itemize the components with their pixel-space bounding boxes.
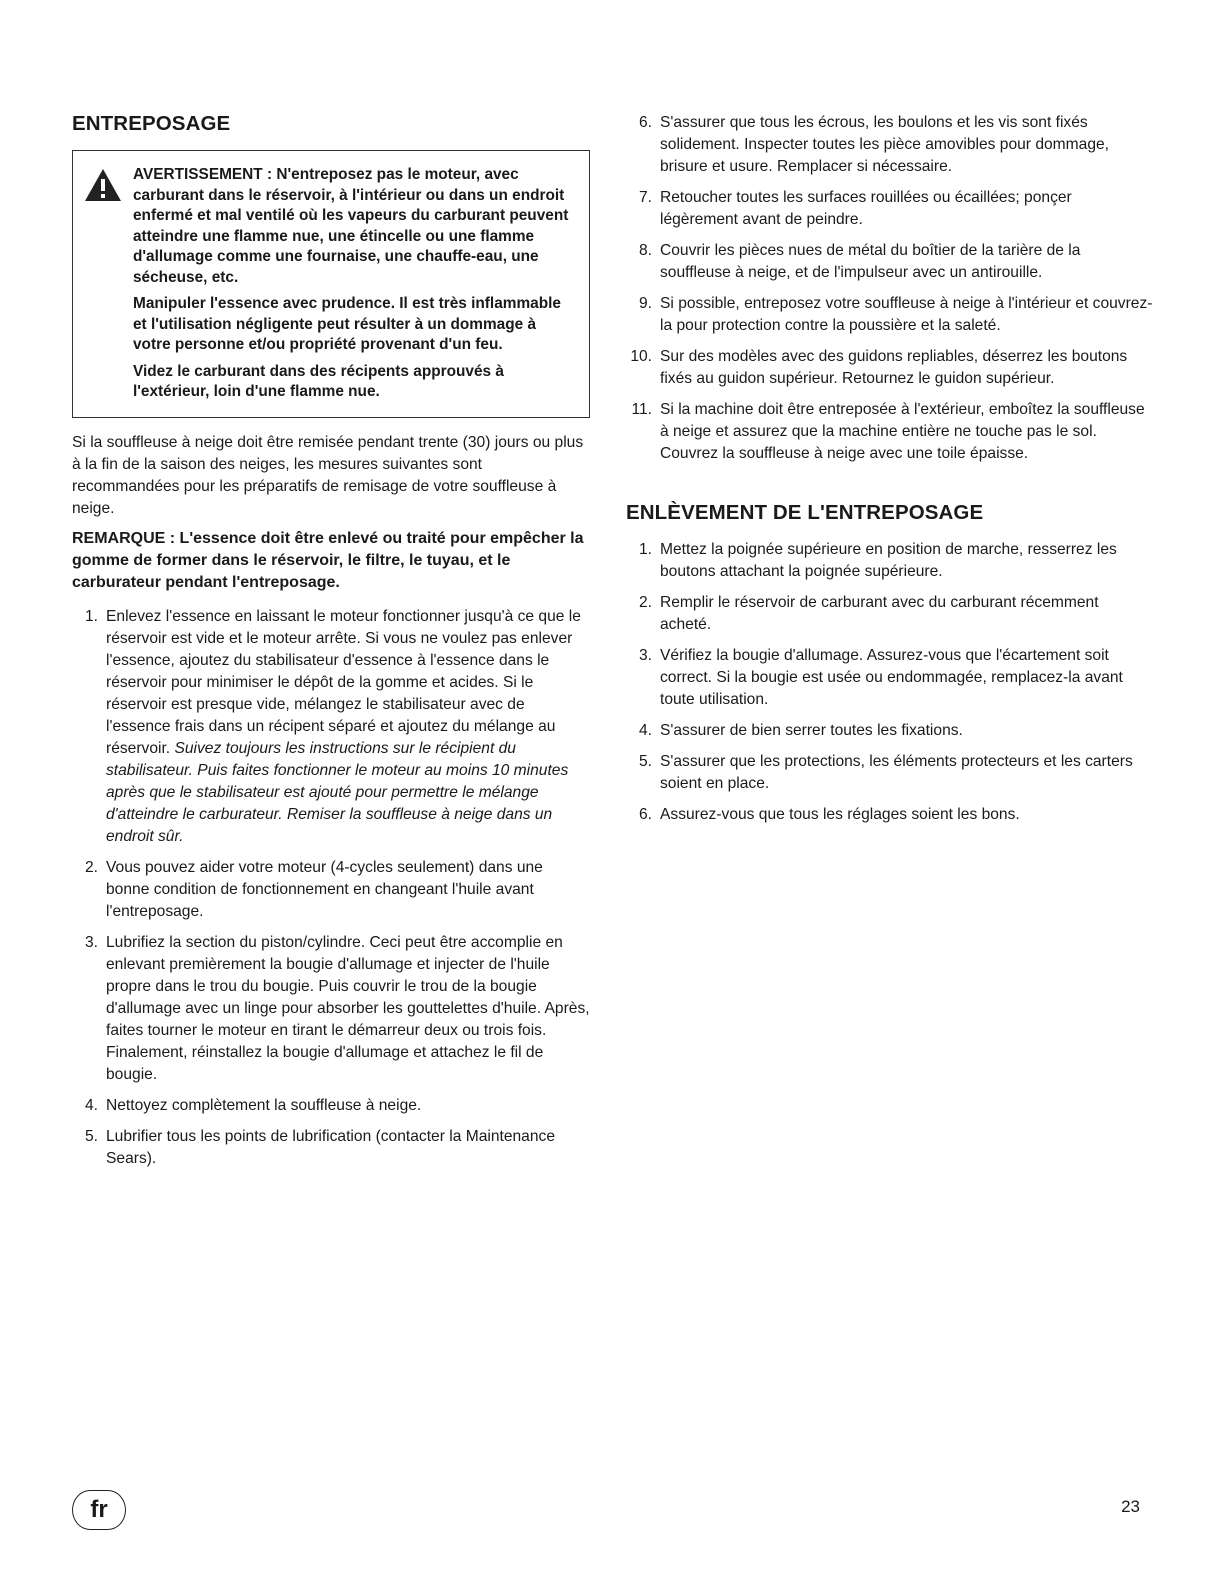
storage-note: REMARQUE : L'essence doit être enlevé ou traité pour empêcher la gomme de former dans le réservoir, le filtre, le tuyau, et le carburateur pendant l'entreposage. (72, 529, 584, 591)
storage-intro: Si la souffleuse à neige doit être remisée pendant trente (30) jours ou plus à la fin de la saison des neiges, les mesures suivantes sont recommandées pour les préparatifs de remisage de votre souffleuse à neige. (72, 433, 584, 517)
section-heading-enlevement: ENLÈVEMENT DE L'ENTREPOSAGE (626, 501, 984, 524)
section-heading-entreposage: ENTREPOSAGE (72, 112, 231, 135)
warning-triangle-icon (83, 167, 123, 203)
list-item: 6. S'assurer que tous les écrous, les boulons et les vis sont fixés solidement. Inspecter toutes les pièce amovibles pour dommage, brisure et usure. Remplacer si nécessaire. (638, 114, 1109, 175)
warning-paragraph-3: Videz le carburant dans des récipents approuvés à l'extérieur, loin d'une flamme nue. (133, 362, 504, 400)
warning-box (72, 150, 590, 418)
list-item: 3. Vérifiez la bougie d'allumage. Assurez-vous que l'écartement soit correct. Si la bougie est usée ou endommagée, remplacez-la avant toute utilisation. (638, 647, 1123, 708)
list-item: 4. Nettoyez complètement la souffleuse à neige. (84, 1096, 422, 1114)
right-column (626, 112, 1154, 835)
list-item: 2. Remplir le réservoir de carburant avec du carburant récemment acheté. (638, 594, 1099, 633)
list-item: 11. Si la machine doit être entreposée à l'extérieur, emboîtez la souffleuse à neige et assurez que la machine entière ne touche pas le sol. Couvrez la souffleuse à neige avec une toile épaisse. (631, 401, 1145, 462)
list-item: 4. S'assurer de bien serrer toutes les fixations. (638, 722, 963, 739)
list-item: 6. Assurez-vous que tous les réglages soient les bons. (638, 806, 1020, 823)
warning-text (133, 165, 573, 403)
removal-steps-list (626, 539, 1154, 826)
list-item: 7. Retoucher toutes les surfaces rouillées ou écaillées; ponçer légèrement avant de peindre. (638, 189, 1072, 228)
left-column (72, 112, 590, 1179)
list-item: 3. Lubrifiez la section du piston/cylindre. Ceci peut être accomplie en enlevant premièrement la bougie d'allumage et injecter de l'huile propre dans le trou du bougie. Puis couvrir le trou de la bougie d'allumage avec un linge pour absorber les gouttelettes d'huile. Après, faites tourner le moteur en tirant le démarreur deux ou trois fois. Finalement, réinstallez la bougie d'allumage et attachez le fil de bougie. (84, 933, 590, 1083)
page-number: 23 (1121, 1497, 1140, 1516)
list-item: 9. Si possible, entreposez votre souffleuse à neige à l'intérieur et couvrez-la pour protection contre la poussière et la saleté. (638, 295, 1153, 334)
list-item: 8. Couvrir les pièces nues de métal du boîtier de la tarière de la souffleuse à neige, et de l'impulseur avec un antirouille. (638, 242, 1081, 281)
list-item: 5. Lubrifier tous les points de lubrification (contacter la Maintenance Sears). (84, 1127, 555, 1167)
list-item: 5. S'assurer que les protections, les éléments protecteurs et les carters soient en place. (638, 753, 1133, 792)
warning-paragraph-1: AVERTISSEMENT : N'entreposez pas le moteur, avec carburant dans le réservoir, à l'intérieur ou dans un endroit enfermé et mal ventilé où les vapeurs du carburant peuvent atteindre une flamme nue, une étincelle ou une flamme d'allumage comme une fournaise, une chauffe-eau, une sécheuse, etc. (133, 166, 569, 286)
language-badge: fr (72, 1490, 126, 1530)
list-item: 10. Sur des modèles avec des guidons repliables, déserrez les boutons fixés au guidon supérieur. Retournez le guidon supérieur. (630, 348, 1128, 387)
list-item: 1. Enlevez l'essence en laissant le moteur fonctionner jusqu'à ce que le réservoir est vide et le moteur arrête. Si vous ne voulez pas enlever l'essence, ajoutez du stabilisateur d'essence à l'essence dans le réservoir pour minimiser le dépôt de la gomme et acides. Si le réservoir est presque vide, mélangez le stabilisateur avec de l'essence frais dans un récipent séparé et ajoutez du mélange au réservoir. Suivez toujours les instructions sur le récipient du stabilisateur. Puis faites fonctionner le moteur au moins 10 minutes après que le stabilisateur est ajouté pour permettre le mélange d'atteindre le carburateur. Remiser la souffleuse à neige dans un endroit sûr. (84, 607, 581, 845)
warning-paragraph-2: Manipuler l'essence avec prudence. Il est très inflammable et l'utilisation négligente peut résulter à un dommage à votre personne et/ou propriété provenant d'un feu. (133, 295, 561, 353)
storage-steps-list (72, 606, 590, 1170)
storage-steps-list-continued (626, 112, 1154, 465)
list-item: 2. Vous pouvez aider votre moteur (4-cycles seulement) dans une bonne condition de fonctionnement en changeant l'huile avant l'entreposage. (84, 858, 543, 920)
list-item: 1. Mettez la poignée supérieure en position de marche, resserrez les boutons attachant la poignée supérieure. (638, 541, 1117, 580)
